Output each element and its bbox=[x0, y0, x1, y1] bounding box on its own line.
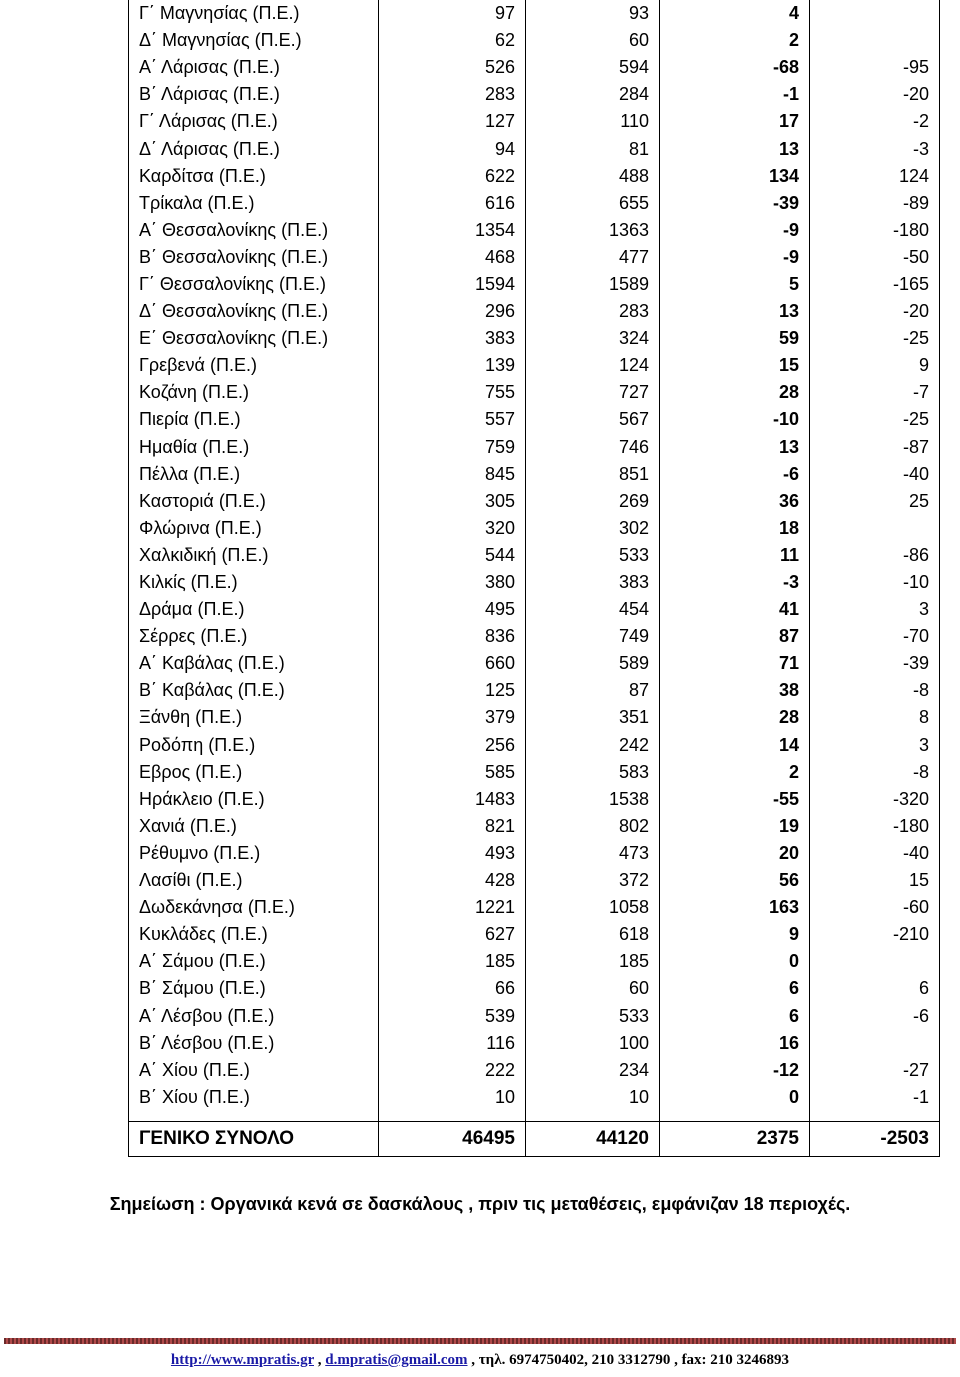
value-cell: 1538 bbox=[526, 786, 660, 813]
region-cell: Β΄ Λάρισας (Π.Ε.) bbox=[129, 81, 379, 108]
value-cell: 372 bbox=[526, 867, 660, 894]
value-cell: 1594 bbox=[379, 271, 526, 298]
difference-cell: 6 bbox=[660, 1002, 810, 1029]
value-cell: 296 bbox=[379, 298, 526, 325]
spacer-cell bbox=[379, 1111, 526, 1122]
region-cell: Γ΄ Θεσσαλονίκης (Π.Ε.) bbox=[129, 271, 379, 298]
email-link[interactable]: d.mpratis@gmail.com bbox=[325, 1352, 468, 1368]
change-cell: -39 bbox=[810, 650, 940, 677]
value-cell: 473 bbox=[526, 840, 660, 867]
value-cell: 616 bbox=[379, 190, 526, 217]
region-cell: Δ΄ Θεσσαλονίκης (Π.Ε.) bbox=[129, 298, 379, 325]
value-cell: 845 bbox=[379, 461, 526, 488]
table-row bbox=[129, 488, 940, 515]
value-cell: 544 bbox=[379, 542, 526, 569]
change-cell: 25 bbox=[810, 488, 940, 515]
change-cell: -95 bbox=[810, 54, 940, 81]
value-cell: 379 bbox=[379, 704, 526, 731]
table-row bbox=[129, 894, 940, 921]
difference-cell: -68 bbox=[660, 54, 810, 81]
change-cell: -8 bbox=[810, 677, 940, 704]
value-cell: 755 bbox=[379, 379, 526, 406]
region-cell: Ρέθυμνο (Π.Ε.) bbox=[129, 840, 379, 867]
region-cell: Α΄ Σάμου (Π.Ε.) bbox=[129, 948, 379, 975]
difference-cell: 0 bbox=[660, 1084, 810, 1111]
table-row bbox=[129, 840, 940, 867]
change-cell: -89 bbox=[810, 190, 940, 217]
difference-cell: 5 bbox=[660, 271, 810, 298]
change-cell: -2 bbox=[810, 108, 940, 135]
value-cell: 526 bbox=[379, 54, 526, 81]
region-cell: Τρίκαλα (Π.Ε.) bbox=[129, 190, 379, 217]
value-cell: 567 bbox=[526, 406, 660, 433]
change-cell bbox=[810, 0, 940, 27]
difference-cell: 87 bbox=[660, 623, 810, 650]
change-cell: -25 bbox=[810, 406, 940, 433]
table-row bbox=[129, 163, 940, 190]
footnote: Σημείωση : Οργανικά κενά σε δασκάλους , πριν τις μεταθέσεις, εμφάνιζαν 18 περιοχές. bbox=[109, 1194, 851, 1214]
region-cell: Κοζάνη (Π.Ε.) bbox=[129, 379, 379, 406]
change-cell: -27 bbox=[810, 1057, 940, 1084]
total-row bbox=[129, 1121, 940, 1156]
region-cell: Ροδόπη (Π.Ε.) bbox=[129, 732, 379, 759]
table-row bbox=[129, 406, 940, 433]
difference-cell: -1 bbox=[660, 81, 810, 108]
region-cell: Γρεβενά (Π.Ε.) bbox=[129, 352, 379, 379]
region-cell: Φλώρινα (Π.Ε.) bbox=[129, 515, 379, 542]
change-cell: -8 bbox=[810, 759, 940, 786]
change-cell: -25 bbox=[810, 325, 940, 352]
difference-cell: -9 bbox=[660, 217, 810, 244]
website-link[interactable]: http://www.mpratis.gr bbox=[170, 1352, 314, 1368]
value-cell: 821 bbox=[379, 813, 526, 840]
spacer-cell bbox=[810, 1111, 940, 1122]
difference-cell: 56 bbox=[660, 867, 810, 894]
difference-cell: 19 bbox=[660, 813, 810, 840]
change-cell bbox=[810, 1030, 940, 1057]
value-cell: 60 bbox=[526, 975, 660, 1002]
table-row bbox=[129, 434, 940, 461]
value-cell: 454 bbox=[526, 596, 660, 623]
table-row bbox=[129, 81, 940, 108]
change-cell: -70 bbox=[810, 623, 940, 650]
value-cell: 488 bbox=[526, 163, 660, 190]
change-cell: -1 bbox=[810, 1084, 940, 1111]
value-cell: 589 bbox=[526, 650, 660, 677]
difference-cell: -12 bbox=[660, 1057, 810, 1084]
region-cell: Λασίθι (Π.Ε.) bbox=[129, 867, 379, 894]
footer bbox=[0, 1352, 960, 1369]
region-cell: Γ΄ Λάρισας (Π.Ε.) bbox=[129, 108, 379, 135]
value-cell: 493 bbox=[379, 840, 526, 867]
value-cell: 380 bbox=[379, 569, 526, 596]
table-row bbox=[129, 461, 940, 488]
region-cell: Γ΄ Μαγνησίας (Π.Ε.) bbox=[129, 0, 379, 27]
region-cell: Χανιά (Π.Ε.) bbox=[129, 813, 379, 840]
difference-cell: 2 bbox=[660, 27, 810, 54]
table-row bbox=[129, 325, 940, 352]
footer-divider bbox=[4, 1338, 956, 1344]
region-cell: Κυκλάδες (Π.Ε.) bbox=[129, 921, 379, 948]
difference-cell: 16 bbox=[660, 1030, 810, 1057]
change-cell: -20 bbox=[810, 298, 940, 325]
value-cell: 836 bbox=[379, 623, 526, 650]
table-row bbox=[129, 54, 940, 81]
difference-cell: 59 bbox=[660, 325, 810, 352]
table-row bbox=[129, 813, 940, 840]
region-cell: Ημαθία (Π.Ε.) bbox=[129, 434, 379, 461]
value-cell: 627 bbox=[379, 921, 526, 948]
value-cell: 1354 bbox=[379, 217, 526, 244]
table-row bbox=[129, 1084, 940, 1111]
table-row bbox=[129, 596, 940, 623]
difference-cell: 11 bbox=[660, 542, 810, 569]
change-cell: -210 bbox=[810, 921, 940, 948]
total-label: ΓΕΝΙΚΟ ΣΥΝΟΛΟ bbox=[129, 1121, 379, 1156]
table-row bbox=[129, 271, 940, 298]
value-cell: 1363 bbox=[526, 217, 660, 244]
value-cell: 1221 bbox=[379, 894, 526, 921]
table-row bbox=[129, 108, 940, 135]
table-row bbox=[129, 732, 940, 759]
table-row bbox=[129, 704, 940, 731]
region-cell: Β΄ Λέσβου (Π.Ε.) bbox=[129, 1030, 379, 1057]
difference-cell: 0 bbox=[660, 948, 810, 975]
change-cell: 15 bbox=[810, 867, 940, 894]
table-row bbox=[129, 298, 940, 325]
value-cell: 727 bbox=[526, 379, 660, 406]
difference-cell: -39 bbox=[660, 190, 810, 217]
value-cell: 234 bbox=[526, 1057, 660, 1084]
value-cell: 62 bbox=[379, 27, 526, 54]
value-cell: 283 bbox=[526, 298, 660, 325]
region-cell: Δωδεκάνησα (Π.Ε.) bbox=[129, 894, 379, 921]
value-cell: 10 bbox=[526, 1084, 660, 1111]
difference-cell: 13 bbox=[660, 434, 810, 461]
value-cell: 557 bbox=[379, 406, 526, 433]
difference-cell: -55 bbox=[660, 786, 810, 813]
value-cell: 1589 bbox=[526, 271, 660, 298]
region-cell: Α΄ Λέσβου (Π.Ε.) bbox=[129, 1002, 379, 1029]
change-cell bbox=[810, 27, 940, 54]
region-cell: Καστοριά (Π.Ε.) bbox=[129, 488, 379, 515]
value-cell: 302 bbox=[526, 515, 660, 542]
change-cell: -165 bbox=[810, 271, 940, 298]
region-cell: Α΄ Θεσσαλονίκης (Π.Ε.) bbox=[129, 217, 379, 244]
table-row bbox=[129, 759, 940, 786]
difference-cell: -3 bbox=[660, 569, 810, 596]
value-cell: 746 bbox=[526, 434, 660, 461]
table-row bbox=[129, 0, 940, 27]
difference-cell: 2 bbox=[660, 759, 810, 786]
difference-cell: -6 bbox=[660, 461, 810, 488]
change-cell: -87 bbox=[810, 434, 940, 461]
change-cell: -180 bbox=[810, 813, 940, 840]
table-row bbox=[129, 1057, 940, 1084]
difference-cell: 36 bbox=[660, 488, 810, 515]
value-cell: 93 bbox=[526, 0, 660, 27]
table-body bbox=[129, 0, 940, 1156]
value-cell: 759 bbox=[379, 434, 526, 461]
value-cell: 305 bbox=[379, 488, 526, 515]
value-cell: 351 bbox=[526, 704, 660, 731]
table-row bbox=[129, 542, 940, 569]
value-cell: 110 bbox=[526, 108, 660, 135]
value-cell: 428 bbox=[379, 867, 526, 894]
value-cell: 583 bbox=[526, 759, 660, 786]
change-cell: -20 bbox=[810, 81, 940, 108]
value-cell: 477 bbox=[526, 244, 660, 271]
value-cell: 283 bbox=[379, 81, 526, 108]
region-cell: Β΄ Θεσσαλονίκης (Π.Ε.) bbox=[129, 244, 379, 271]
value-cell: 116 bbox=[379, 1030, 526, 1057]
change-cell: 124 bbox=[810, 163, 940, 190]
value-cell: 66 bbox=[379, 975, 526, 1002]
difference-cell: 6 bbox=[660, 975, 810, 1002]
difference-cell: 14 bbox=[660, 732, 810, 759]
value-cell: 324 bbox=[526, 325, 660, 352]
region-cell: Α΄ Καβάλας (Π.Ε.) bbox=[129, 650, 379, 677]
region-cell: Δ΄ Μαγνησίας (Π.Ε.) bbox=[129, 27, 379, 54]
difference-cell: 13 bbox=[660, 135, 810, 162]
table-row bbox=[129, 948, 940, 975]
table-row bbox=[129, 135, 940, 162]
total-value: 2375 bbox=[660, 1121, 810, 1156]
value-cell: 383 bbox=[379, 325, 526, 352]
difference-cell: 38 bbox=[660, 677, 810, 704]
table-row bbox=[129, 379, 940, 406]
change-cell: 3 bbox=[810, 596, 940, 623]
value-cell: 660 bbox=[379, 650, 526, 677]
value-cell: 495 bbox=[379, 596, 526, 623]
region-cell: Χαλκιδική (Π.Ε.) bbox=[129, 542, 379, 569]
table-row bbox=[129, 27, 940, 54]
difference-cell: 18 bbox=[660, 515, 810, 542]
table-row bbox=[129, 650, 940, 677]
region-cell: Ξάνθη (Π.Ε.) bbox=[129, 704, 379, 731]
value-cell: 127 bbox=[379, 108, 526, 135]
difference-cell: 20 bbox=[660, 840, 810, 867]
change-cell: 6 bbox=[810, 975, 940, 1002]
value-cell: 60 bbox=[526, 27, 660, 54]
value-cell: 749 bbox=[526, 623, 660, 650]
change-cell bbox=[810, 948, 940, 975]
region-cell: Ηράκλειο (Π.Ε.) bbox=[129, 786, 379, 813]
value-cell: 139 bbox=[379, 352, 526, 379]
value-cell: 383 bbox=[526, 569, 660, 596]
difference-cell: 28 bbox=[660, 379, 810, 406]
value-cell: 533 bbox=[526, 1002, 660, 1029]
table-row bbox=[129, 352, 940, 379]
value-cell: 655 bbox=[526, 190, 660, 217]
table-row bbox=[129, 569, 940, 596]
value-cell: 802 bbox=[526, 813, 660, 840]
region-cell: Β΄ Χίου (Π.Ε.) bbox=[129, 1084, 379, 1111]
value-cell: 185 bbox=[379, 948, 526, 975]
change-cell: -320 bbox=[810, 786, 940, 813]
difference-cell: 163 bbox=[660, 894, 810, 921]
table-row bbox=[129, 515, 940, 542]
table-row bbox=[129, 244, 940, 271]
footer-separator: , bbox=[313, 1352, 326, 1368]
difference-cell: 28 bbox=[660, 704, 810, 731]
table-row bbox=[129, 190, 940, 217]
region-cell: Β΄ Σάμου (Π.Ε.) bbox=[129, 975, 379, 1002]
difference-cell: 17 bbox=[660, 108, 810, 135]
contact-info: , τηλ. 6974750402, 210 3312790 , fax: 210 3246893 bbox=[467, 1352, 790, 1368]
region-cell: Α΄ Χίου (Π.Ε.) bbox=[129, 1057, 379, 1084]
value-cell: 87 bbox=[526, 677, 660, 704]
table-row bbox=[129, 217, 940, 244]
table-row bbox=[129, 1002, 940, 1029]
value-cell: 618 bbox=[526, 921, 660, 948]
difference-cell: 15 bbox=[660, 352, 810, 379]
value-cell: 539 bbox=[379, 1002, 526, 1029]
change-cell: -180 bbox=[810, 217, 940, 244]
region-cell: Δ΄ Λάρισας (Π.Ε.) bbox=[129, 135, 379, 162]
value-cell: 94 bbox=[379, 135, 526, 162]
value-cell: 124 bbox=[526, 352, 660, 379]
value-cell: 256 bbox=[379, 732, 526, 759]
change-cell: -40 bbox=[810, 461, 940, 488]
value-cell: 594 bbox=[526, 54, 660, 81]
table-spacer bbox=[129, 1111, 940, 1122]
region-cell: Β΄ Καβάλας (Π.Ε.) bbox=[129, 677, 379, 704]
region-cell: Σέρρες (Π.Ε.) bbox=[129, 623, 379, 650]
value-cell: 320 bbox=[379, 515, 526, 542]
value-cell: 242 bbox=[526, 732, 660, 759]
region-cell: Καρδίτσα (Π.Ε.) bbox=[129, 163, 379, 190]
total-value: 46495 bbox=[379, 1121, 526, 1156]
difference-cell: -10 bbox=[660, 406, 810, 433]
table-row bbox=[129, 677, 940, 704]
difference-cell: 41 bbox=[660, 596, 810, 623]
difference-cell: -9 bbox=[660, 244, 810, 271]
value-cell: 622 bbox=[379, 163, 526, 190]
value-cell: 81 bbox=[526, 135, 660, 162]
value-cell: 1058 bbox=[526, 894, 660, 921]
spacer-cell bbox=[129, 1111, 379, 1122]
change-cell: -3 bbox=[810, 135, 940, 162]
difference-cell: 134 bbox=[660, 163, 810, 190]
change-cell bbox=[810, 515, 940, 542]
region-cell: Εβρος (Π.Ε.) bbox=[129, 759, 379, 786]
change-cell: -6 bbox=[810, 1002, 940, 1029]
change-cell: -7 bbox=[810, 379, 940, 406]
table-row bbox=[129, 867, 940, 894]
change-cell: 3 bbox=[810, 732, 940, 759]
value-cell: 585 bbox=[379, 759, 526, 786]
value-cell: 10 bbox=[379, 1084, 526, 1111]
difference-cell: 71 bbox=[660, 650, 810, 677]
value-cell: 222 bbox=[379, 1057, 526, 1084]
change-cell: -86 bbox=[810, 542, 940, 569]
value-cell: 851 bbox=[526, 461, 660, 488]
value-cell: 125 bbox=[379, 677, 526, 704]
difference-cell: 4 bbox=[660, 0, 810, 27]
table-row bbox=[129, 786, 940, 813]
change-cell: -60 bbox=[810, 894, 940, 921]
table-row bbox=[129, 1030, 940, 1057]
region-cell: Κιλκίς (Π.Ε.) bbox=[129, 569, 379, 596]
change-cell: -40 bbox=[810, 840, 940, 867]
region-cell: Δράμα (Π.Ε.) bbox=[129, 596, 379, 623]
change-cell: -10 bbox=[810, 569, 940, 596]
region-cell: Α΄ Λάρισας (Π.Ε.) bbox=[129, 54, 379, 81]
region-cell: Πιερία (Π.Ε.) bbox=[129, 406, 379, 433]
value-cell: 1483 bbox=[379, 786, 526, 813]
value-cell: 97 bbox=[379, 0, 526, 27]
spacer-cell bbox=[526, 1111, 660, 1122]
table-row bbox=[129, 975, 940, 1002]
change-cell: -50 bbox=[810, 244, 940, 271]
total-value: -2503 bbox=[810, 1121, 940, 1156]
change-cell: 9 bbox=[810, 352, 940, 379]
value-cell: 468 bbox=[379, 244, 526, 271]
region-cell: Πέλλα (Π.Ε.) bbox=[129, 461, 379, 488]
value-cell: 533 bbox=[526, 542, 660, 569]
value-cell: 269 bbox=[526, 488, 660, 515]
data-table bbox=[128, 0, 940, 1157]
difference-cell: 13 bbox=[660, 298, 810, 325]
table-row bbox=[129, 921, 940, 948]
change-cell: 8 bbox=[810, 704, 940, 731]
spacer-cell bbox=[660, 1111, 810, 1122]
total-value: 44120 bbox=[526, 1121, 660, 1156]
value-cell: 100 bbox=[526, 1030, 660, 1057]
value-cell: 185 bbox=[526, 948, 660, 975]
difference-cell: 9 bbox=[660, 921, 810, 948]
region-cell: Ε΄ Θεσσαλονίκης (Π.Ε.) bbox=[129, 325, 379, 352]
value-cell: 284 bbox=[526, 81, 660, 108]
table-row bbox=[129, 623, 940, 650]
